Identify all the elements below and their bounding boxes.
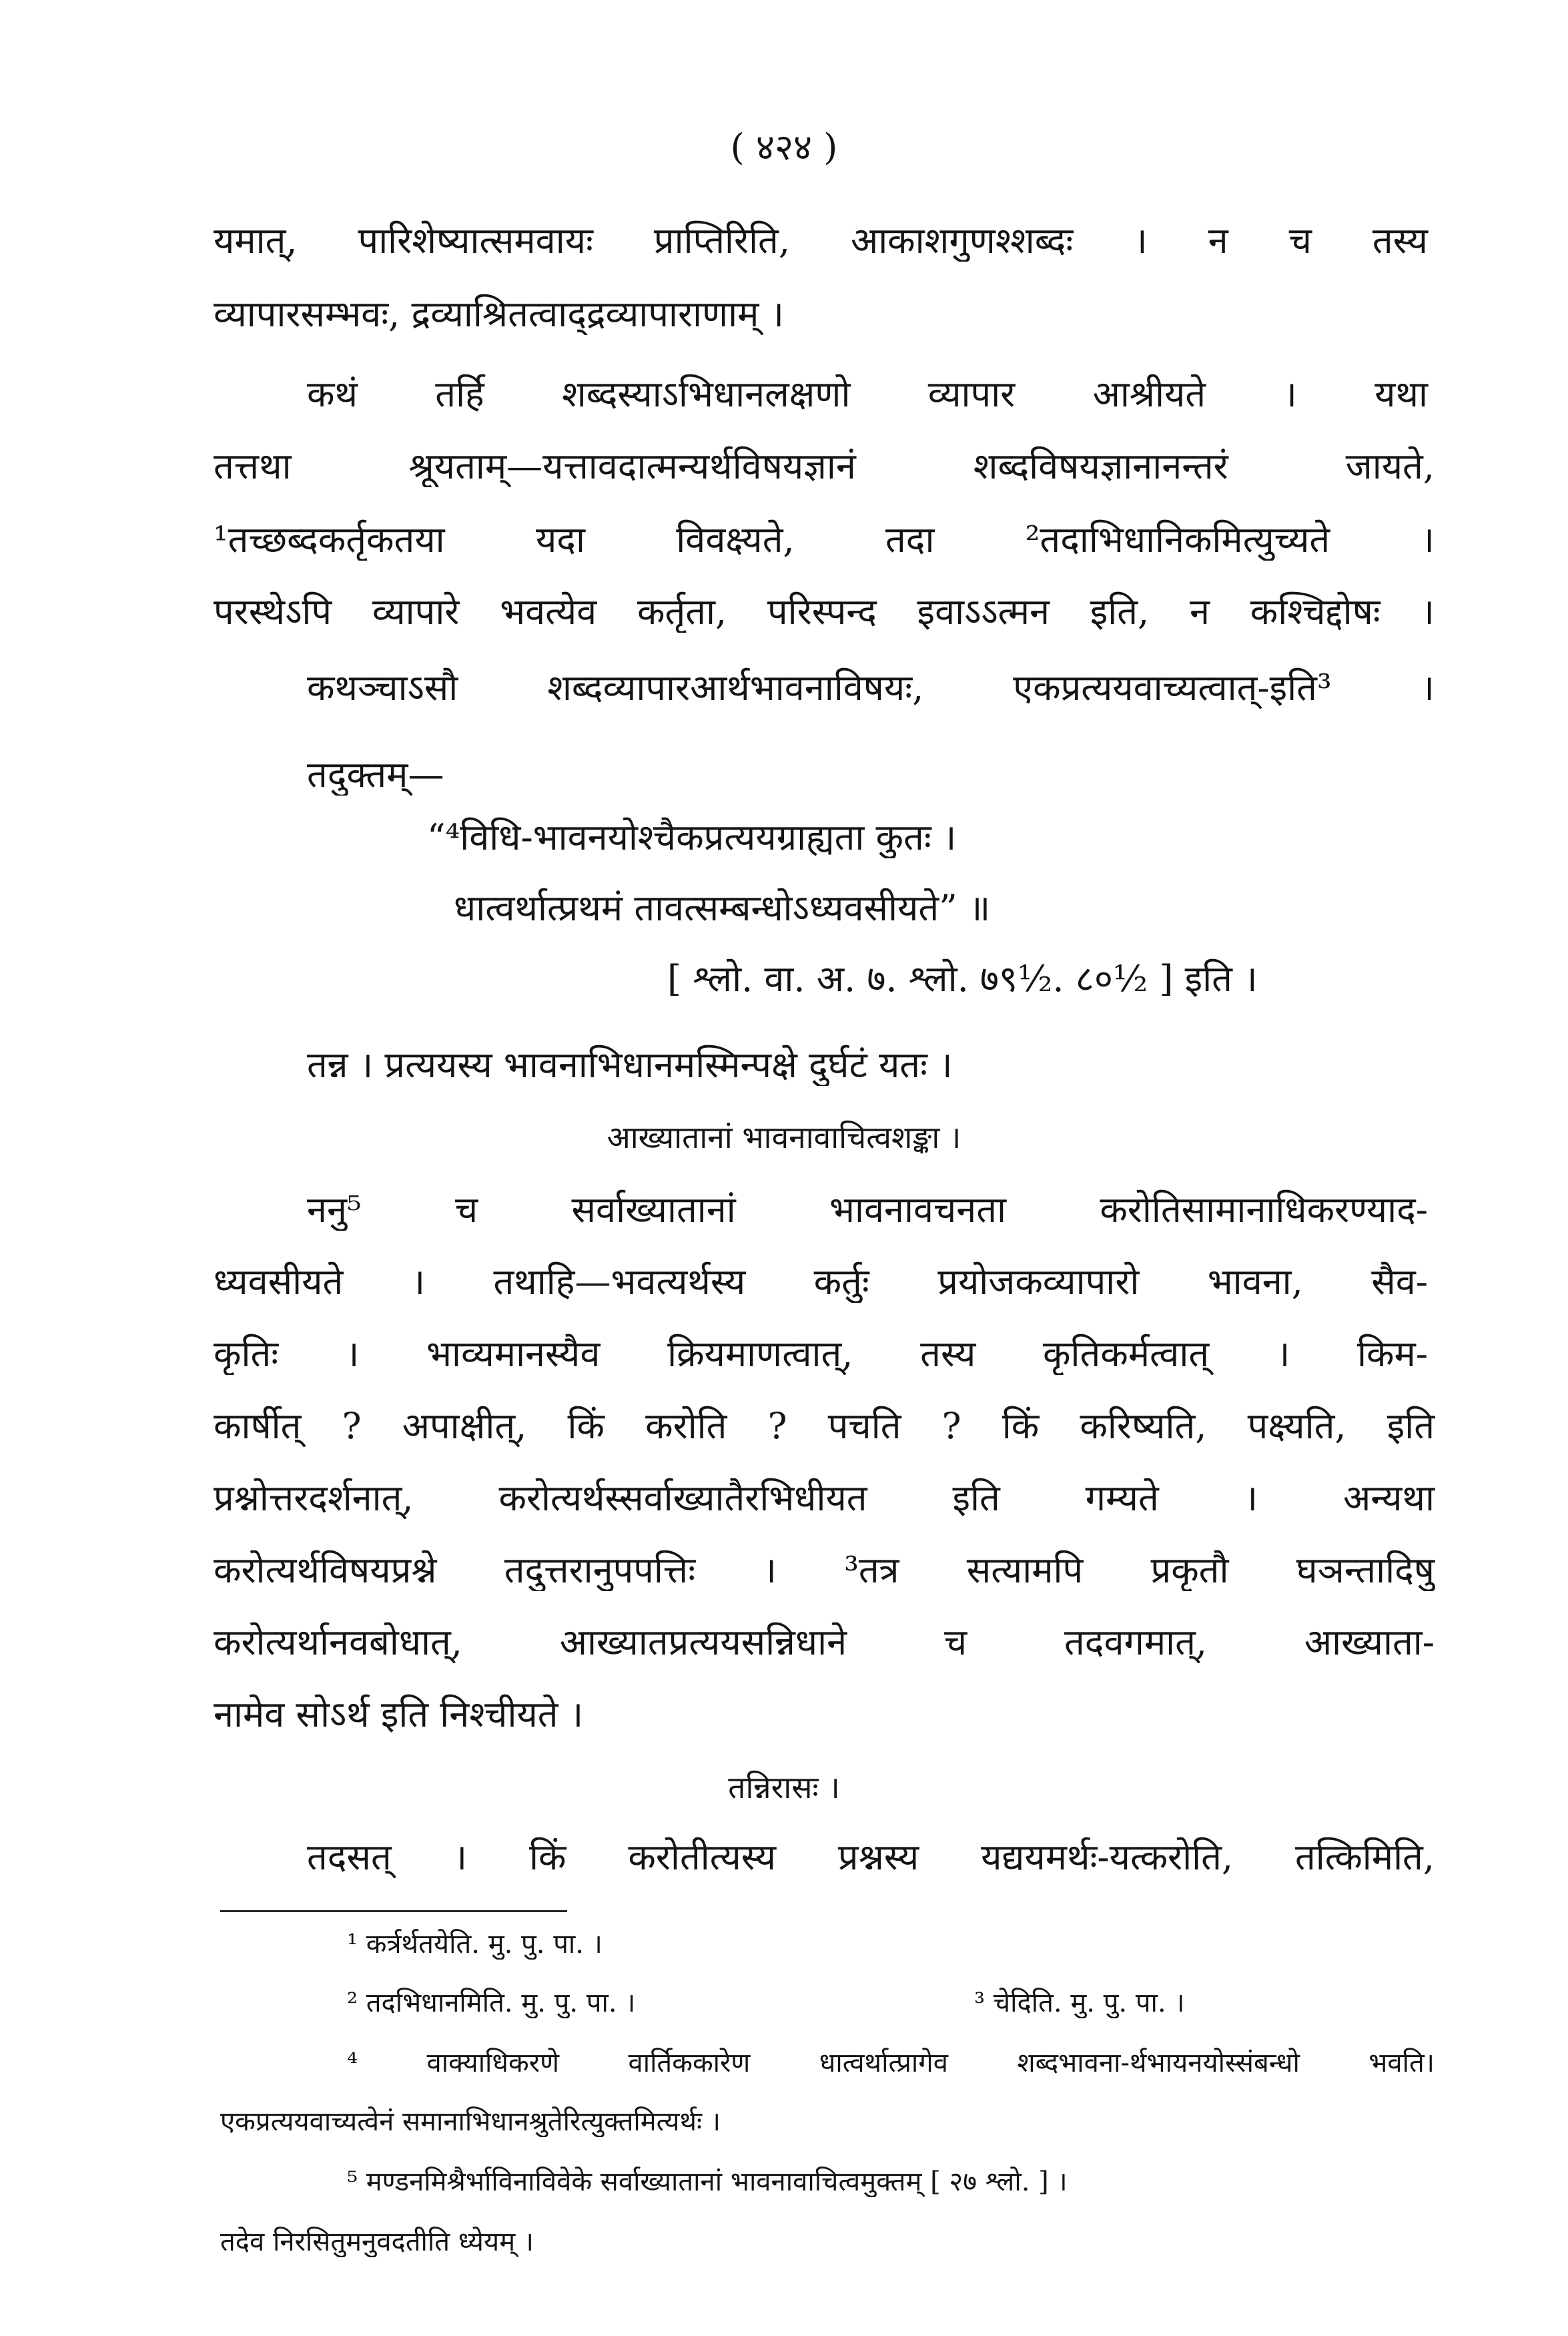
text-line: कथञ्चाऽसौ शब्दव्यापारआर्थभावनाविषयः, एकप्रत्ययवाच्यत्वात्-इति³ । — [307, 667, 1435, 709]
text-line: यमात्, पारिशेष्यात्समवायः प्राप्तिरिति, आकाशगुणश्शब्दः । न च तस्य — [214, 220, 1428, 262]
text-line: प्रश्नोत्तरदर्शनात्, करोत्यर्थस्सर्वाख्यातैरभिधीयत इति गम्यते । अन्यथा — [214, 1478, 1435, 1519]
text-line: करोत्यर्थानवबोधात्, आख्यातप्रत्ययसन्निधाने च तदवगमात्, आख्याता- — [214, 1622, 1435, 1663]
verse-line: धात्वर्थात्प्रथमं तावत्सम्बन्धोऽध्यवसीयते” ॥ — [454, 888, 991, 929]
verse-citation: [ श्लो. वा. अ. ७. श्लो. ७९½. ८०½ ] इति । — [667, 958, 1258, 1000]
quote-intro: तदुक्तम्— — [307, 754, 444, 796]
footnote-divider — [220, 1910, 567, 1912]
section-heading: तन्निरासः । — [728, 1770, 840, 1805]
footnote: ⁵ मण्डनमिश्रैर्भाविनाविवेके सर्वाख्यातानां भावनावाचित्वमुक्तम् [ २७ श्लो. ] । — [347, 2166, 1068, 2197]
text-line: तत्तथा श्रूयताम्—यत्तावदात्मन्यर्थविषयज्ञानं शब्दविषयज्ञानानन्तरं जायते, — [214, 446, 1435, 487]
text-line: परस्थेऽपि व्यापारे भवत्येव कर्तृता, परिस्पन्द इवाऽऽत्मन इति, न कश्चिद्दोषः । — [214, 591, 1435, 633]
text-line: तदसत् । किं करोतीत्यस्य प्रश्नस्य यद्ययमर्थः-यत्करोति, तत्किमिति, — [307, 1837, 1435, 1878]
text-line: नामेव सोऽर्थ इति निश्चीयते । — [214, 1694, 584, 1735]
text-line: व्यापारसम्भवः, द्रव्याश्रितत्वाद्द्रव्यापाराणाम् । — [214, 294, 785, 335]
footnote: ⁴ वाक्याधिकरणे वार्तिककारेण धात्वर्थात्प्रागेव शब्दभावना-र्थभायनयोस्संबन्धो भवति। — [347, 2048, 1435, 2078]
footnote: ³ चेदिति. मु. पु. पा. । — [974, 1988, 1185, 2018]
text-line: करोत्यर्थविषयप्रश्ने तदुत्तरानुपपत्तिः । ³तत्र सत्यामपि प्रकृतौ घञन्तादिषु — [214, 1550, 1435, 1591]
footnote: एकप्रत्ययवाच्यत्वेनं समानाभिधानश्रुतेरित्युक्तमित्यर्थः । — [220, 2106, 721, 2137]
section-heading: आख्यातानां भावनावाचित्वशङ्का । — [607, 1120, 961, 1155]
text-line: तन्न । प्रत्ययस्य भावनाभिधानमस्मिन्पक्षे दुर्घटं यतः । — [307, 1045, 953, 1086]
text-line: ध्यवसीयते । तथाहि—भवत्यर्थस्य कर्तुः प्रयोजकव्यापारो भावना, सैव- — [214, 1261, 1428, 1303]
text-line: ¹तच्छब्दकर्तृकतया यदा विवक्ष्यते, तदा ²तदाभिधानिकमित्युच्यते । — [214, 519, 1435, 561]
text-line: कार्षीत् ? अपाक्षीत्, किं करोति ? पचति ? किं करिष्यति, पक्ष्यति, इति — [214, 1406, 1435, 1447]
text-line: कथं तर्हि शब्दस्याऽभिधानलक्षणो व्यापार आश्रीयते । यथा — [307, 374, 1428, 415]
text-line: कृतिः । भाव्यमानस्यैव क्रियमाणत्वात्, तस्य कृतिकर्मत्वात् । किम- — [214, 1334, 1428, 1375]
page-number: ( ४२४ ) — [730, 127, 838, 168]
text-line: ननु⁵ च सर्वाख्यातानां भावनावचनता करोतिसामानाधिकरण्याद- — [307, 1189, 1428, 1231]
footnote: ² तदभिधानमिति. मु. पु. पा. । — [347, 1988, 636, 2018]
footnote: तदेव निरसितुमनुवदतीति ध्येयम् । — [220, 2227, 534, 2257]
footnote: ¹ कर्त्रर्थतयेति. मु. पु. पा. । — [347, 1929, 603, 1960]
verse-line: “⁴विधि-भावनयोश्चैकप्रत्ययग्राह्यता कुतः । — [427, 817, 957, 858]
